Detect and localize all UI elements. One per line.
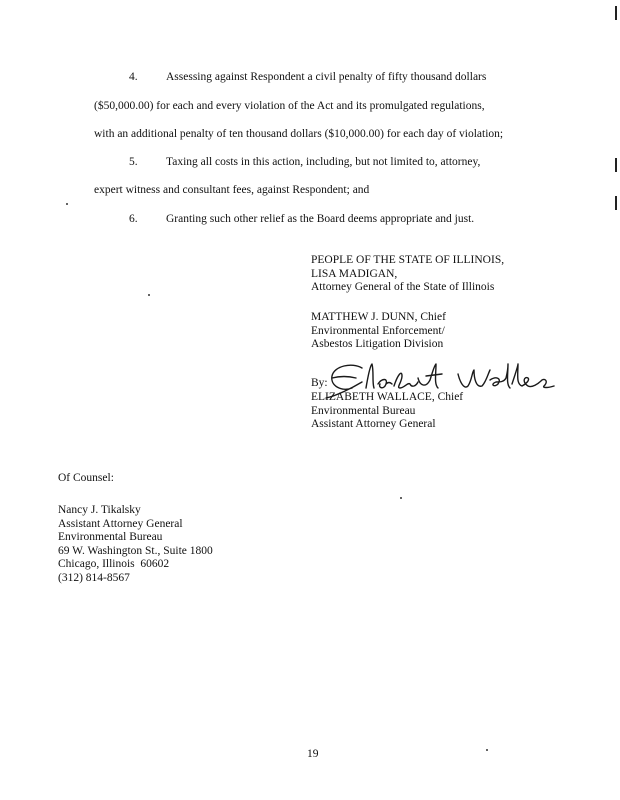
relief-item-6-number: 6. [129,213,138,225]
scan-speck [486,749,488,751]
relief-item-4-line-1: Assessing against Respondent a civil penalty of fifty thousand dollars [166,71,487,83]
of-counsel-block [58,504,213,585]
counsel-bureau: Environmental Bureau [58,531,163,543]
chief-name: MATTHEW J. DUNN, Chief [311,311,446,323]
chief-division-line-2: Asbestos Litigation Division [311,338,444,350]
relief-item-4-number: 4. [129,71,138,83]
relief-item-4-line-2: ($50,000.00) for each and every violation of the Act and its promulgated regulations, [94,100,485,112]
counsel-city: Chicago, Illinois 60602 [58,558,170,570]
relief-item-6-line-1: Granting such other relief as the Board deems appropriate and just. [166,213,475,225]
scan-speck [148,294,150,296]
attorney-general-title: Attorney General of the State of Illinois [311,281,495,293]
chief-block [311,311,446,352]
page-number: 19 [307,748,319,760]
relief-item-5-number: 5. [129,156,138,168]
scan-edge-mark [615,158,617,172]
scan-speck [400,497,402,499]
counsel-name: Nancy J. Tikalsky [58,504,141,516]
counsel-phone: (312) 814-8567 [58,571,130,584]
signer-block [311,391,463,432]
relief-item-5-line-1: Taxing all costs in this action, including, but not limited to, attorney, [166,156,481,168]
party-name: PEOPLE OF THE STATE OF ILLINOIS, [311,254,505,266]
relief-item-4-line-3: with an additional penalty of ten thousand dollars ($10,000.00) for each day of violation; [94,128,504,140]
scan-edge-mark [615,6,617,20]
signer-bureau: Environmental Bureau [311,404,416,417]
signature-block [311,254,504,295]
signer-name: ELIZABETH WALLACE, Chief [311,391,464,403]
of-counsel-heading: Of Counsel: [58,472,114,484]
scan-edge-mark [615,196,617,210]
signer-title: Assistant Attorney General [311,418,436,430]
counsel-title: Assistant Attorney General [58,517,183,530]
attorney-general-name: LISA MADIGAN, [311,267,398,280]
chief-division-line-1: Environmental Enforcement/ [311,324,445,337]
by-label: By: [311,377,328,389]
counsel-street: 69 W. Washington St., Suite 1800 [58,544,213,557]
scan-speck [66,203,68,205]
relief-item-5-line-2: expert witness and consultant fees, against Respondent; and [94,184,370,196]
